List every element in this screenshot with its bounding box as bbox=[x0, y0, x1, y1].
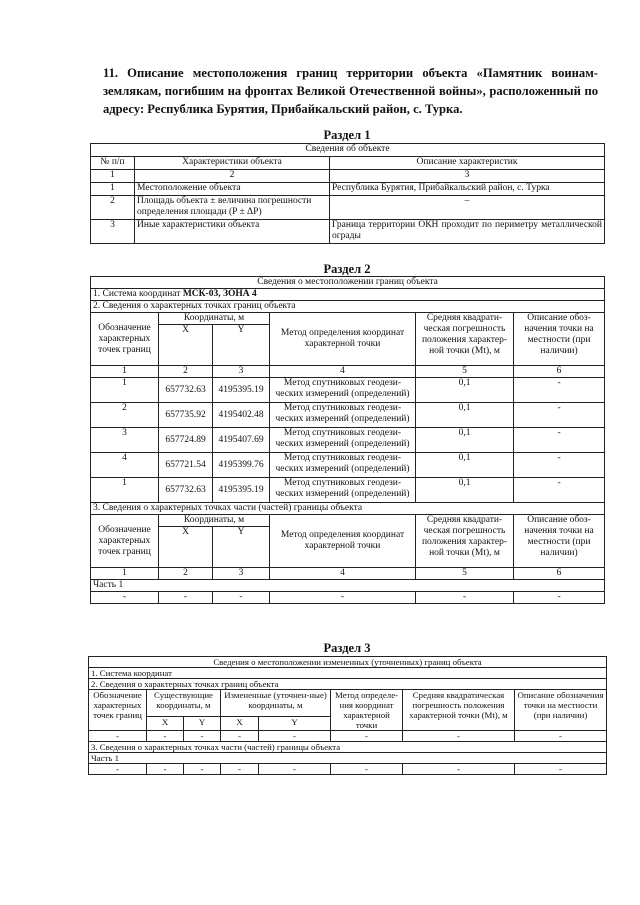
s2-method: Метод спутниковых геодези-ческих измерений (определений) bbox=[270, 478, 416, 503]
s2-point: 1 bbox=[91, 378, 159, 403]
s2-system-label: 1. Система координат bbox=[93, 289, 183, 299]
s2p-header-coords: Координаты, м bbox=[159, 515, 270, 527]
s2-header-desc: Описание обоз-начения точки на местности (при наличии) bbox=[514, 313, 605, 366]
s2p-header-y: Y bbox=[213, 527, 270, 568]
s1-header-characteristic: Характеристики объекта bbox=[135, 157, 330, 170]
table-row bbox=[91, 478, 605, 503]
s2-mt: 0,1 bbox=[416, 428, 514, 453]
s2p-num: 4 bbox=[270, 568, 416, 580]
s3-part-cell: - bbox=[515, 764, 607, 775]
s2p-header-error: Средняя квадрати-ческая погрешность положения характер-ной точки (Mt), м bbox=[416, 515, 514, 568]
s2p-header-method: Метод определения координат характерной точки bbox=[270, 515, 416, 568]
document-heading: 11. Описание местоположения границ территории объекта «Памятник воинам-землякам, погибшим на фронтах Великой Отечественной войны», расположенный по адресу: Республика Бурятия, Прибайкальский район, с. Турка. bbox=[103, 66, 598, 116]
s2-method: Метод спутниковых геодези-ческих измерений (определений) bbox=[270, 403, 416, 428]
s3-cell: - bbox=[221, 731, 259, 742]
section3-table bbox=[88, 656, 607, 775]
s2-num: 3 bbox=[213, 366, 270, 378]
s1-header-description: Описание характеристик bbox=[330, 157, 605, 170]
s2-method: Метод спутниковых геодези-ческих измерений (определений) bbox=[270, 428, 416, 453]
table-row bbox=[91, 378, 605, 403]
s2-parts-label: 3. Сведения о характерных точках части (частей) границы объекта bbox=[91, 503, 605, 515]
s2-header-method: Метод определения координат характерной точки bbox=[270, 313, 416, 366]
s2p-num: 1 bbox=[91, 568, 159, 580]
s2p-header-designation: Обозначение характерных точек границ bbox=[91, 515, 159, 568]
s2-mt: 0,1 bbox=[416, 378, 514, 403]
table-row bbox=[91, 453, 605, 478]
s2-point: 4 bbox=[91, 453, 159, 478]
s2-desc: - bbox=[514, 428, 605, 453]
s2p-header-desc: Описание обоз-начения точки на местности (при наличии) bbox=[514, 515, 605, 568]
s3-part-cell: - bbox=[89, 764, 147, 775]
s2-part-cell: - bbox=[416, 592, 514, 604]
s2-num: 6 bbox=[514, 366, 605, 378]
s2-mt: 0,1 bbox=[416, 403, 514, 428]
s2-y: 4195399.76 bbox=[213, 453, 270, 478]
s3-cell: - bbox=[331, 731, 403, 742]
s2-x: 657732.63 bbox=[159, 378, 213, 403]
s2-desc: - bbox=[514, 453, 605, 478]
s2-point: 2 bbox=[91, 403, 159, 428]
s1-row-name: Иные характеристики объекта bbox=[135, 220, 330, 244]
s1-row-desc: – bbox=[330, 196, 605, 220]
s2-mt: 0,1 bbox=[416, 478, 514, 503]
s3-header-desc: Описание обозначения точки на местности (при наличии) bbox=[515, 690, 607, 731]
s1-row-no: 1 bbox=[91, 183, 135, 196]
section2-title: Раздел 2 bbox=[323, 262, 371, 276]
s2-num: 5 bbox=[416, 366, 514, 378]
s2-mt: 0,1 bbox=[416, 453, 514, 478]
s2-desc: - bbox=[514, 378, 605, 403]
s3-cell: - bbox=[147, 731, 184, 742]
section3-caption: Сведения о местоположении измененных (уточненных) границ объекта bbox=[89, 657, 607, 668]
s3-part-cell: - bbox=[403, 764, 515, 775]
s2-y: 4195395.19 bbox=[213, 478, 270, 503]
s2-num: 2 bbox=[159, 366, 213, 378]
s2-y: 4195407.69 bbox=[213, 428, 270, 453]
s2-point: 1 bbox=[91, 478, 159, 503]
s2-method: Метод спутниковых геодези-ческих измерений (определений) bbox=[270, 453, 416, 478]
s1-num-3: 3 bbox=[330, 170, 605, 183]
s2-y: 4195395.19 bbox=[213, 378, 270, 403]
s2p-num: 6 bbox=[514, 568, 605, 580]
s3-part-cell: - bbox=[184, 764, 221, 775]
section2-caption: Сведения о местоположении границ объекта bbox=[91, 277, 605, 289]
s2-points-label: 2. Сведения о характерных точках границ объекта bbox=[91, 301, 605, 313]
s3-part-cell: - bbox=[221, 764, 259, 775]
s3-cell: - bbox=[515, 731, 607, 742]
table-row bbox=[91, 592, 605, 604]
s3-header-existing: Существующие координаты, м bbox=[147, 690, 221, 717]
s2-part-cell: - bbox=[213, 592, 270, 604]
s3-part-label: Часть 1 bbox=[89, 753, 607, 764]
s2-part-cell: - bbox=[514, 592, 605, 604]
s1-row-name: Площадь объекта ± величина погрешности определения площади (P ± ΔP) bbox=[135, 196, 330, 220]
s2-header-designation: Обозначение характерных точек границ bbox=[91, 313, 159, 366]
s3-cell: - bbox=[89, 731, 147, 742]
s2-coordinate-system bbox=[91, 289, 605, 301]
s2-method: Метод спутниковых геодези-ческих измерений (определений) bbox=[270, 378, 416, 403]
s3-cell: - bbox=[259, 731, 331, 742]
s1-num-2: 2 bbox=[135, 170, 330, 183]
s2p-num: 2 bbox=[159, 568, 213, 580]
section1-caption: Сведения об объекте bbox=[91, 144, 605, 157]
s3-part-cell: - bbox=[331, 764, 403, 775]
s2-x: 657721.54 bbox=[159, 453, 213, 478]
section2-table bbox=[90, 276, 605, 604]
s2p-num: 3 bbox=[213, 568, 270, 580]
table-row bbox=[91, 220, 605, 244]
s2-x: 657732.63 bbox=[159, 478, 213, 503]
s2-header-y: Y bbox=[213, 325, 270, 366]
s2-point: 3 bbox=[91, 428, 159, 453]
s3-part-cell: - bbox=[259, 764, 331, 775]
table-row bbox=[91, 403, 605, 428]
s3-coordinate-system: 1. Система координат bbox=[89, 668, 607, 679]
s3-header-x2: X bbox=[221, 716, 259, 730]
s2-part-cell: - bbox=[270, 592, 416, 604]
s3-header-designation: Обозначение характерных точек границ bbox=[89, 690, 147, 731]
section1-title: Раздел 1 bbox=[323, 128, 371, 142]
s2-part-cell: - bbox=[159, 592, 213, 604]
s3-parts-label: 3. Сведения о характерных точках части (частей) границы объекта bbox=[89, 742, 607, 753]
table-row bbox=[91, 196, 605, 220]
s1-row-name: Местоположение объекта bbox=[135, 183, 330, 196]
s2-num: 1 bbox=[91, 366, 159, 378]
s3-header-y2: Y bbox=[259, 716, 331, 730]
s3-points-label: 2. Сведения о характерных точках границ объекта bbox=[89, 679, 607, 690]
s2-y: 4195402.48 bbox=[213, 403, 270, 428]
table-row bbox=[91, 183, 605, 196]
s3-header-error: Средняя квадратическая погрешность положения характерной точки (Mt), м bbox=[403, 690, 515, 731]
s1-header-no: № п/п bbox=[91, 157, 135, 170]
s2-system-value: МСК-03, ЗОНА 4 bbox=[182, 289, 257, 299]
s2-desc: - bbox=[514, 478, 605, 503]
section3-title: Раздел 3 bbox=[323, 641, 371, 655]
section1-table bbox=[90, 143, 605, 244]
s2-header-x: X bbox=[159, 325, 213, 366]
s2-header-coords: Координаты, м bbox=[159, 313, 270, 325]
table-row bbox=[91, 428, 605, 453]
s2-header-error: Средняя квадрати-ческая погрешность положения характер-ной точки (Mt), м bbox=[416, 313, 514, 366]
s3-header-changed: Измененные (уточнен-ные) координаты, м bbox=[221, 690, 331, 717]
s2-x: 657735.92 bbox=[159, 403, 213, 428]
s2p-num: 5 bbox=[416, 568, 514, 580]
s2p-header-x: X bbox=[159, 527, 213, 568]
s3-header-y: Y bbox=[184, 716, 221, 730]
s1-row-no: 3 bbox=[91, 220, 135, 244]
s2-part-label: Часть 1 bbox=[91, 580, 605, 592]
s1-row-desc: Республика Бурятия, Прибайкальский район, с. Турка bbox=[330, 183, 605, 196]
s3-part-cell: - bbox=[147, 764, 184, 775]
s1-row-no: 2 bbox=[91, 196, 135, 220]
s3-header-x: X bbox=[147, 716, 184, 730]
s2-desc: - bbox=[514, 403, 605, 428]
s1-row-desc: Граница территории ОКН проходит по периметру металлической ограды bbox=[330, 220, 605, 244]
s2-x: 657724.89 bbox=[159, 428, 213, 453]
s3-cell: - bbox=[403, 731, 515, 742]
table-row bbox=[89, 764, 607, 775]
s2-part-cell: - bbox=[91, 592, 159, 604]
s3-cell: - bbox=[184, 731, 221, 742]
s2-num: 4 bbox=[270, 366, 416, 378]
s1-num-1: 1 bbox=[91, 170, 135, 183]
table-row bbox=[89, 731, 607, 742]
s3-header-method: Метод определе-ния координат характерной точки bbox=[331, 690, 403, 731]
